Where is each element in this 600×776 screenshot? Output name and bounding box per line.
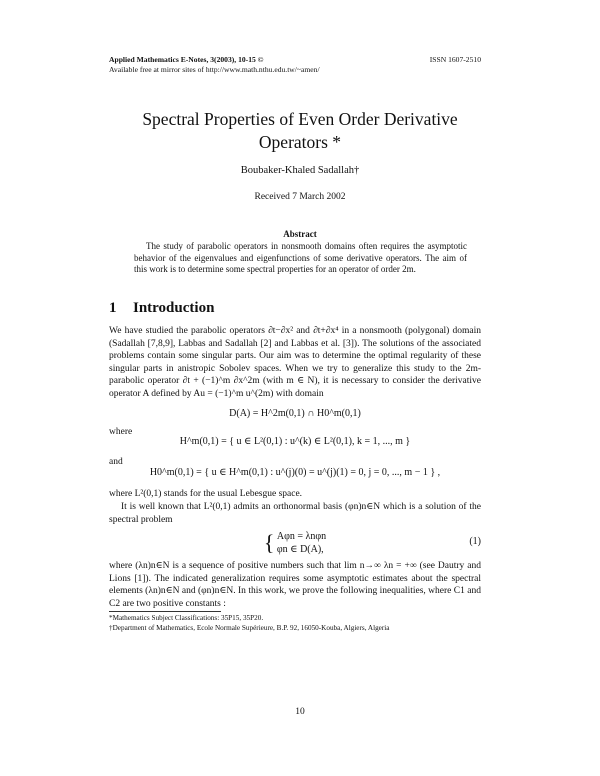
intro-paragraph-1: We have studied the parabolic operators ∂t−∂x² and ∂t+∂x⁴ in a nonsmooth (polygonal) domain (Sadallah [7,8,9], Labbas and Sadallah [2] and Labbas et al. [3]). The solutions of the associated problems contain some singular parts. Our aim was to determine the optimal regularity of these singular parts in anistropic Sobolev spaces. When we try to generalize this study to the 2m-parabolic operator ∂t + (−1)^m ∂x^2m (with m ∈ N), it is necessary to consider the derivative operator A defined by Au = (−1)^m u^(2m) with domain: [109, 326, 481, 399]
equation-sobolev-h0m: H0^m(0,1) = { u ∈ H^m(0,1) : u^(j)(0) = u^(j)(1) = 0, j = 0, ..., m − 1 } ,: [149, 467, 441, 478]
section-title: Introduction: [133, 300, 215, 316]
mirror-sites-line: Available free at mirror sites of http://www.math.nthu.edu.tw/~amen/: [109, 65, 320, 74]
section-number: 1: [109, 300, 117, 316]
system-line-2: φn ∈ D(A),: [276, 544, 324, 555]
and-label: and: [109, 457, 123, 467]
title-line-2: Operators *: [258, 132, 342, 152]
system-lines: [277, 530, 326, 556]
author: Boubaker-Khaled Sadallah†: [240, 165, 360, 176]
equation-number: (1): [469, 536, 481, 547]
system-line-1: Aφn = λnφn: [276, 531, 327, 542]
running-header: [109, 55, 481, 75]
intro-paragraph-4: where (λn)n∈N is a sequence of positive numbers such that lim n→∞ λn = +∞ (see Dautry and Lions [1]). The indicated generalization requires some asymptotic estimates about the spectral elements (λn)n∈N and (φn)n∈N. In this work, we prove the following inequalities, where C1 and C2 are two positive constants :: [109, 561, 481, 609]
footnote-msc: *Mathematics Subject Classifications: 35P15, 35P20.: [109, 614, 264, 622]
abstract-heading: Abstract: [283, 229, 317, 239]
issn: ISSN 1607-2510: [429, 55, 481, 64]
abstract-text: The study of parabolic operators in nonsmooth domains often requires the asymptotic behavior of the eigenvalues and eigenfunctions of some derivative operators. The aim of this work is to determine some spectral properties for an operator of order 2m.: [134, 241, 467, 275]
intro-paragraph-2: where L²(0,1) stands for the usual Lebesgue space.: [109, 489, 303, 499]
left-brace: {: [263, 530, 275, 555]
title-line-1: Spectral Properties of Even Order Derivative: [142, 109, 458, 129]
section-heading: [109, 300, 214, 317]
equation-sobolev-hm: H^m(0,1) = { u ∈ L²(0,1) : u^(k) ∈ L²(0,1), k = 1, ..., m }: [179, 436, 411, 447]
equation-domain: D(A) = H^2m(0,1) ∩ H0^m(0,1): [229, 408, 361, 419]
paper-title: [100, 108, 500, 154]
spectral-problem-system: [109, 530, 481, 556]
received-date: Received 7 March 2002: [254, 192, 346, 202]
footnote-affiliation: †Department of Mathematics, Ecole Normale Supérieure, B.P. 92, 16050-Kouba, Algiers, Algeria: [109, 624, 390, 632]
where-label-1: where: [109, 427, 133, 437]
page-number: 10: [295, 707, 305, 717]
intro-paragraph-3: It is well known that L²(0,1) admits an orthonormal basis (φn)n∈N which is a solution of the spectral problem: [109, 502, 481, 525]
journal-citation: Applied Mathematics E-Notes, 3(2003), 10-15 ©: [109, 55, 264, 64]
footnote-rule: [109, 611, 221, 612]
